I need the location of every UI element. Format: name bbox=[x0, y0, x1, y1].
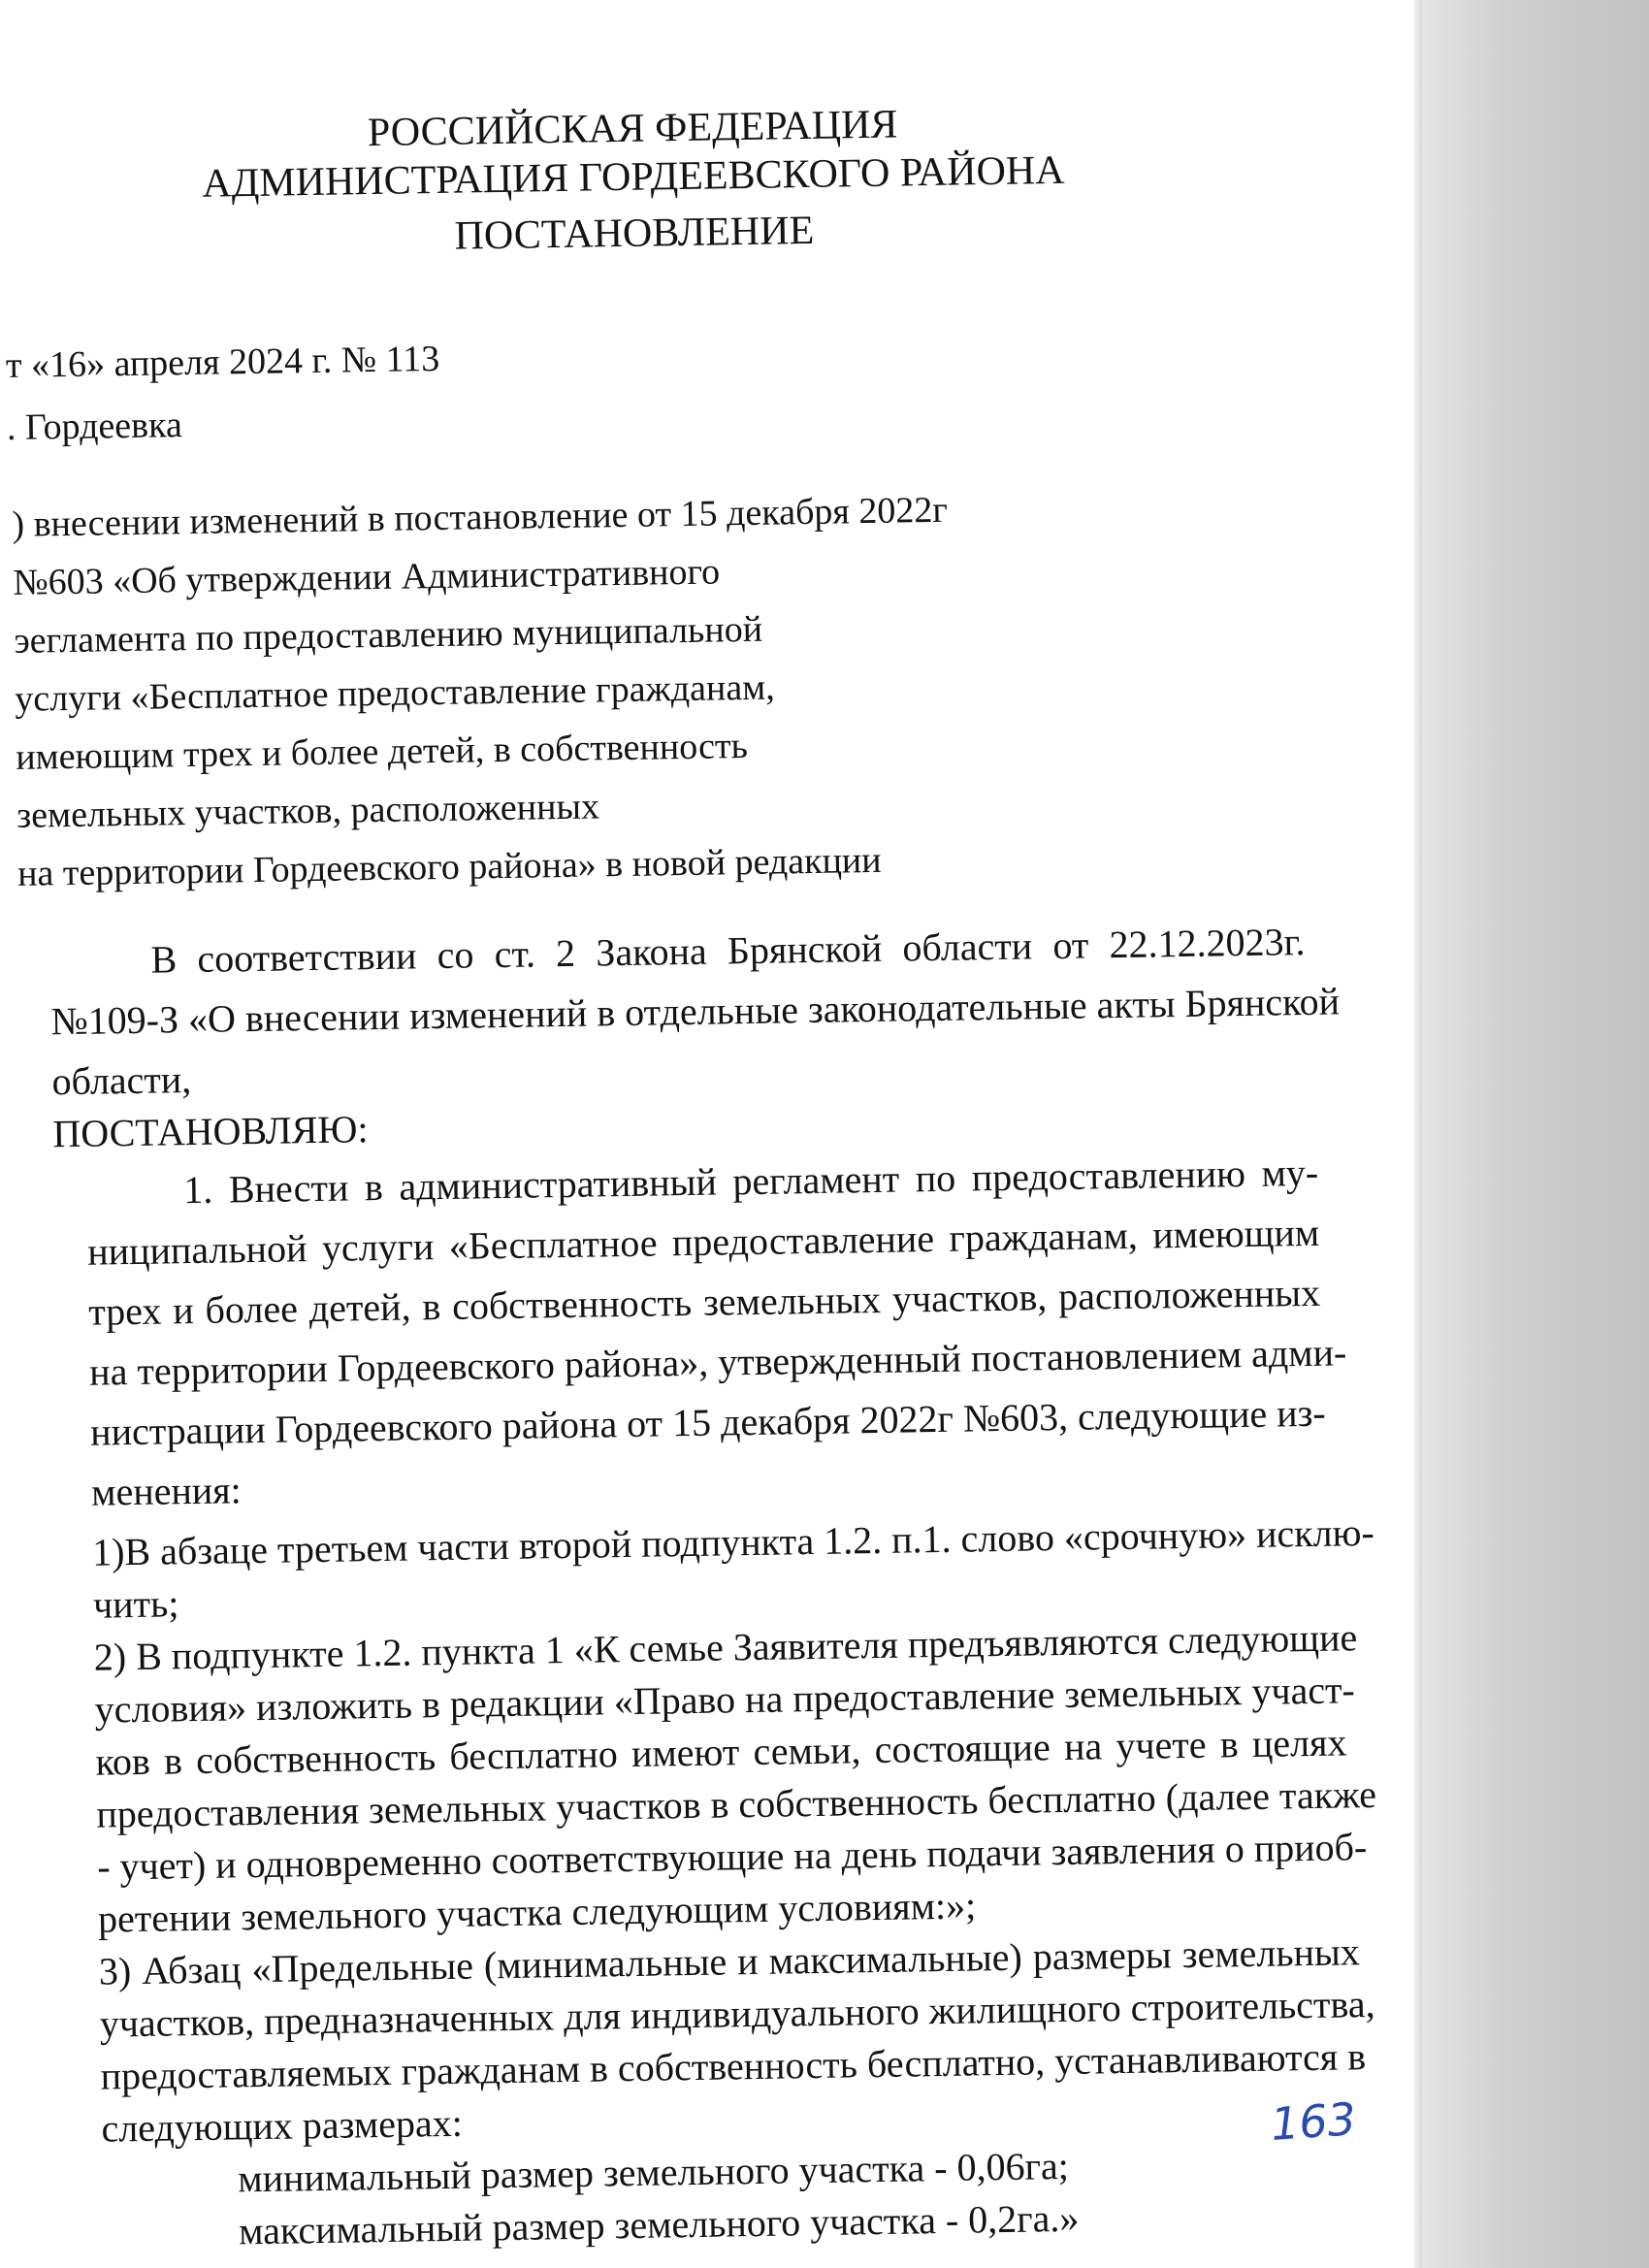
header-doc-type: ПОСТАНОВЛЕНИЕ bbox=[454, 208, 815, 259]
scan-shadow bbox=[1416, 0, 1649, 2268]
body-line: менения: bbox=[90, 1468, 242, 1514]
title-line: земельных участков, расположенных bbox=[16, 786, 600, 836]
body-line: 1)В абзаце третьем части второй подпункта 1.2. п.1. слово «срочную» исклю- bbox=[91, 1509, 1375, 1574]
body-line: участков, предназначенных для индивидуального жилищного строительства, bbox=[99, 1981, 1375, 2046]
body-line: предоставления земельных участков в собственность бесплатно (далее также bbox=[96, 1771, 1377, 1836]
body-line: чить; bbox=[92, 1581, 179, 1627]
body-line: - учет) и одновременно соответствующие на день подачи заявления о приоб- bbox=[96, 1825, 1368, 1889]
body-line: 2) В подпункте 1.2. пункта 1 «К семье Заявителя предъявляются следующие bbox=[93, 1615, 1358, 1679]
header-country: РОССИЙСКАЯ ФЕДЕРАЦИЯ bbox=[367, 102, 898, 156]
doc-date-number: т «16» апреля 2024 г. № 113 bbox=[5, 338, 440, 386]
body-line: ретении земельного участка следующим условиям:»; bbox=[97, 1883, 977, 1941]
body-line: №109-З «О внесении изменений в отдельные законодательные акты Брянской bbox=[50, 979, 1341, 1044]
body-line: ниципальной услуги «Бесплатное предоставление гражданам, имеющим bbox=[86, 1210, 1320, 1274]
title-line: №603 «Об утверждении Административного bbox=[13, 551, 721, 603]
land-size-line: минимальный размер земельного участка - 0,06га; bbox=[237, 2143, 1070, 2201]
body-line: условия» изложить в редакции «Право на предоставление земельных участ- bbox=[94, 1668, 1356, 1732]
title-line: услуги «Бесплатное предоставление гражданам, bbox=[14, 666, 776, 720]
body-line: В соответствии со ст. 2 Закона Брянской области от 22.12.2023г. bbox=[150, 919, 1306, 982]
header-administration: АДМИНИСТРАЦИЯ ГОРДЕЕВСКОГО РАЙОНА bbox=[202, 147, 1065, 207]
doc-place: . Гордеевка bbox=[6, 405, 183, 448]
body-line: 1. Внести в административный регламент по предоставлению му- bbox=[182, 1150, 1319, 1213]
body-line: на территории Гордеевского района», утвержденный постановлением адми- bbox=[88, 1330, 1347, 1394]
body-line: ков в собственность бесплатно имеют семьи, состоящие на учете в целях bbox=[95, 1720, 1347, 1784]
handwritten-page-number: 163 bbox=[1269, 2092, 1358, 2151]
body-line: нистрации Гордеевского района от 15 декабря 2022г №603, следующие из- bbox=[89, 1390, 1327, 1454]
title-line: ) внесении изменений в постановление от 15 декабря 2022г bbox=[12, 489, 949, 545]
title-line: имеющим трех и более детей, в собственность bbox=[15, 725, 749, 778]
title-line: на территории Гордеевского района» в новой редакции bbox=[16, 839, 882, 894]
land-size-line: максимальный размер земельного участка - 0,2га.» bbox=[238, 2195, 1080, 2253]
body-line: предоставляемых гражданам в собственность бесплатно, устанавливаются в bbox=[100, 2034, 1367, 2098]
resolution-word: ПОСТАНОВЛЯЮ: bbox=[52, 1107, 369, 1156]
body-line: трех и более детей, в собственность земельных участков, расположенных bbox=[87, 1270, 1321, 1334]
title-line: эегламента по предоставлению муниципальной bbox=[14, 608, 763, 662]
body-line: 3) Абзац «Предельные (минимальные и максимальные) размеры земельных bbox=[98, 1929, 1361, 1993]
body-line: области, bbox=[51, 1057, 192, 1104]
body-line: следующих размерах: bbox=[101, 2100, 464, 2151]
